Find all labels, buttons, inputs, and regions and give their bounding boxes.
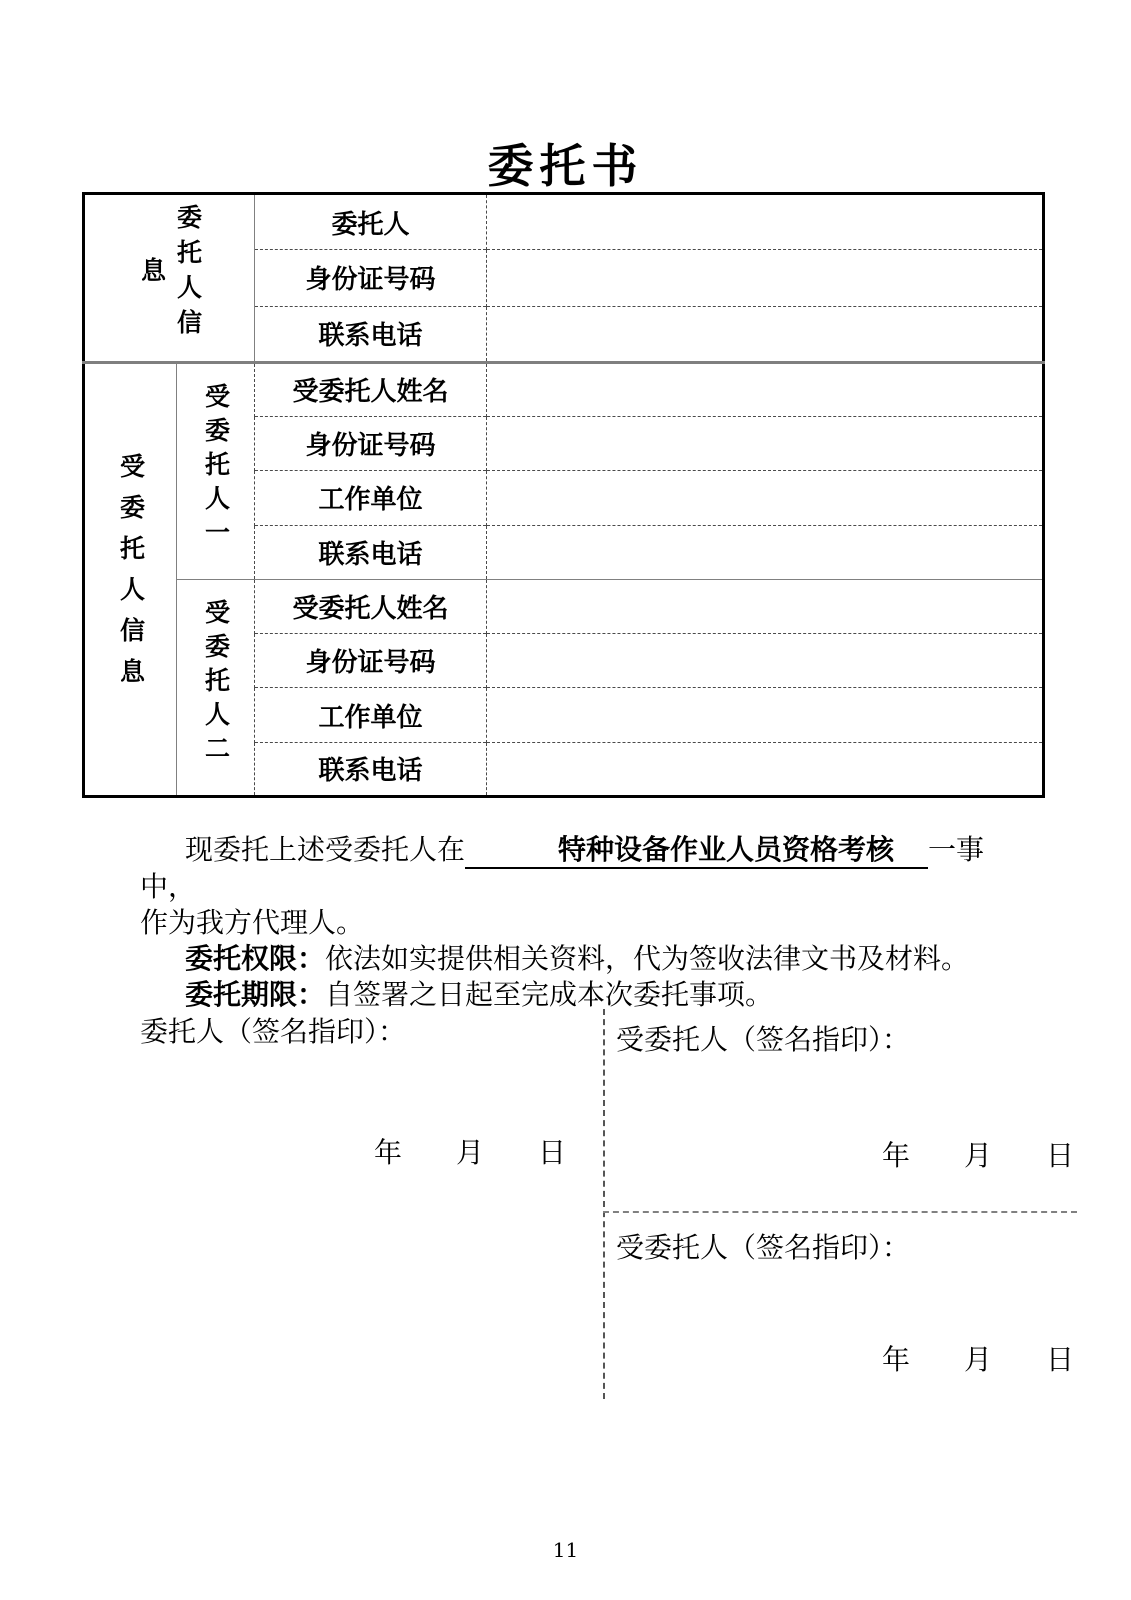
field-label-cell: 联系电话 [255,306,487,362]
field-value-cell [487,688,1044,742]
field-label-cell: 身份证号码 [255,250,487,306]
agent-one-date-line [882,1134,1074,1174]
field-label-cell: 受委托人姓名 [255,362,487,416]
term-label: 委托期限： [185,978,326,1011]
agent-two-header-cell [177,579,255,796]
agents-section-header-cell [84,362,177,796]
field-label-cell: 联系电话 [255,525,487,579]
day-label: 日 [1046,1139,1075,1172]
month-label: 月 [456,1136,485,1169]
field-value-cell [487,250,1044,306]
year-label: 年 [882,1343,911,1376]
agents-section-header: 受委托人信息 [116,452,146,699]
clause-line [140,832,1010,905]
signature-horizontal-divider [603,1211,1077,1213]
table-row [84,579,1044,633]
clause-blank-filled: 特种设备作业人员资格考核 [465,833,928,869]
field-value-cell [487,579,1044,633]
agent-two-header: 受委托人二 [201,598,231,769]
principal-signature-label: 委托人（签名指印）： [140,1015,407,1048]
authority-line [140,941,1010,977]
agent-one-signature-label: 受委托人（签名指印）： [616,1023,911,1056]
agent-two-signature-label: 受委托人（签名指印）： [616,1231,911,1264]
authorization-clause [140,832,1010,1013]
principal-section-header: 委托人信息 [137,204,203,345]
field-label-cell: 工作单位 [255,471,487,525]
field-label-cell: 委托人 [255,194,487,250]
field-value-cell [487,194,1044,250]
field-value-cell [487,362,1044,416]
clause-prefix: 现委托上述受委托人在 [185,833,466,866]
field-value-cell [487,634,1044,688]
day-label: 日 [538,1136,567,1169]
term-text: 自签署之日起至完成本次委托事项。 [325,978,774,1011]
authority-text: 依法如实提供相关资料，代为签收法律文书及材料。 [325,942,970,975]
field-value-cell [487,525,1044,579]
field-label-cell: 联系电话 [255,742,487,796]
field-label-cell: 工作单位 [255,688,487,742]
agent-one-header: 受委托人一 [201,382,231,553]
agent-one-header-cell [177,362,255,579]
principal-date-line [374,1131,566,1171]
page-number: 11 [552,1538,579,1562]
field-value-cell [487,471,1044,525]
term-line [140,977,1010,1013]
signature-vertical-divider [603,1009,605,1399]
table-row [84,362,1044,416]
field-label-cell: 身份证号码 [255,417,487,471]
month-label: 月 [964,1139,993,1172]
table-row [84,194,1044,250]
clause-suffix: 一事中， [140,833,985,903]
day-label: 日 [1046,1343,1075,1376]
year-label: 年 [374,1136,403,1169]
field-value-cell [487,742,1044,796]
clause-line2: 作为我方代理人。 [140,906,365,939]
field-label-cell: 身份证号码 [255,634,487,688]
field-value-cell [487,417,1044,471]
year-label: 年 [882,1139,911,1172]
form-table [82,192,1045,798]
month-label: 月 [964,1343,993,1376]
page-title: 委托书 [487,139,644,193]
authority-label: 委托权限： [185,942,326,975]
agent-two-date-line [882,1338,1074,1378]
field-label-cell: 受委托人姓名 [255,579,487,633]
principal-section-header-cell [84,194,255,363]
field-value-cell [487,306,1044,362]
